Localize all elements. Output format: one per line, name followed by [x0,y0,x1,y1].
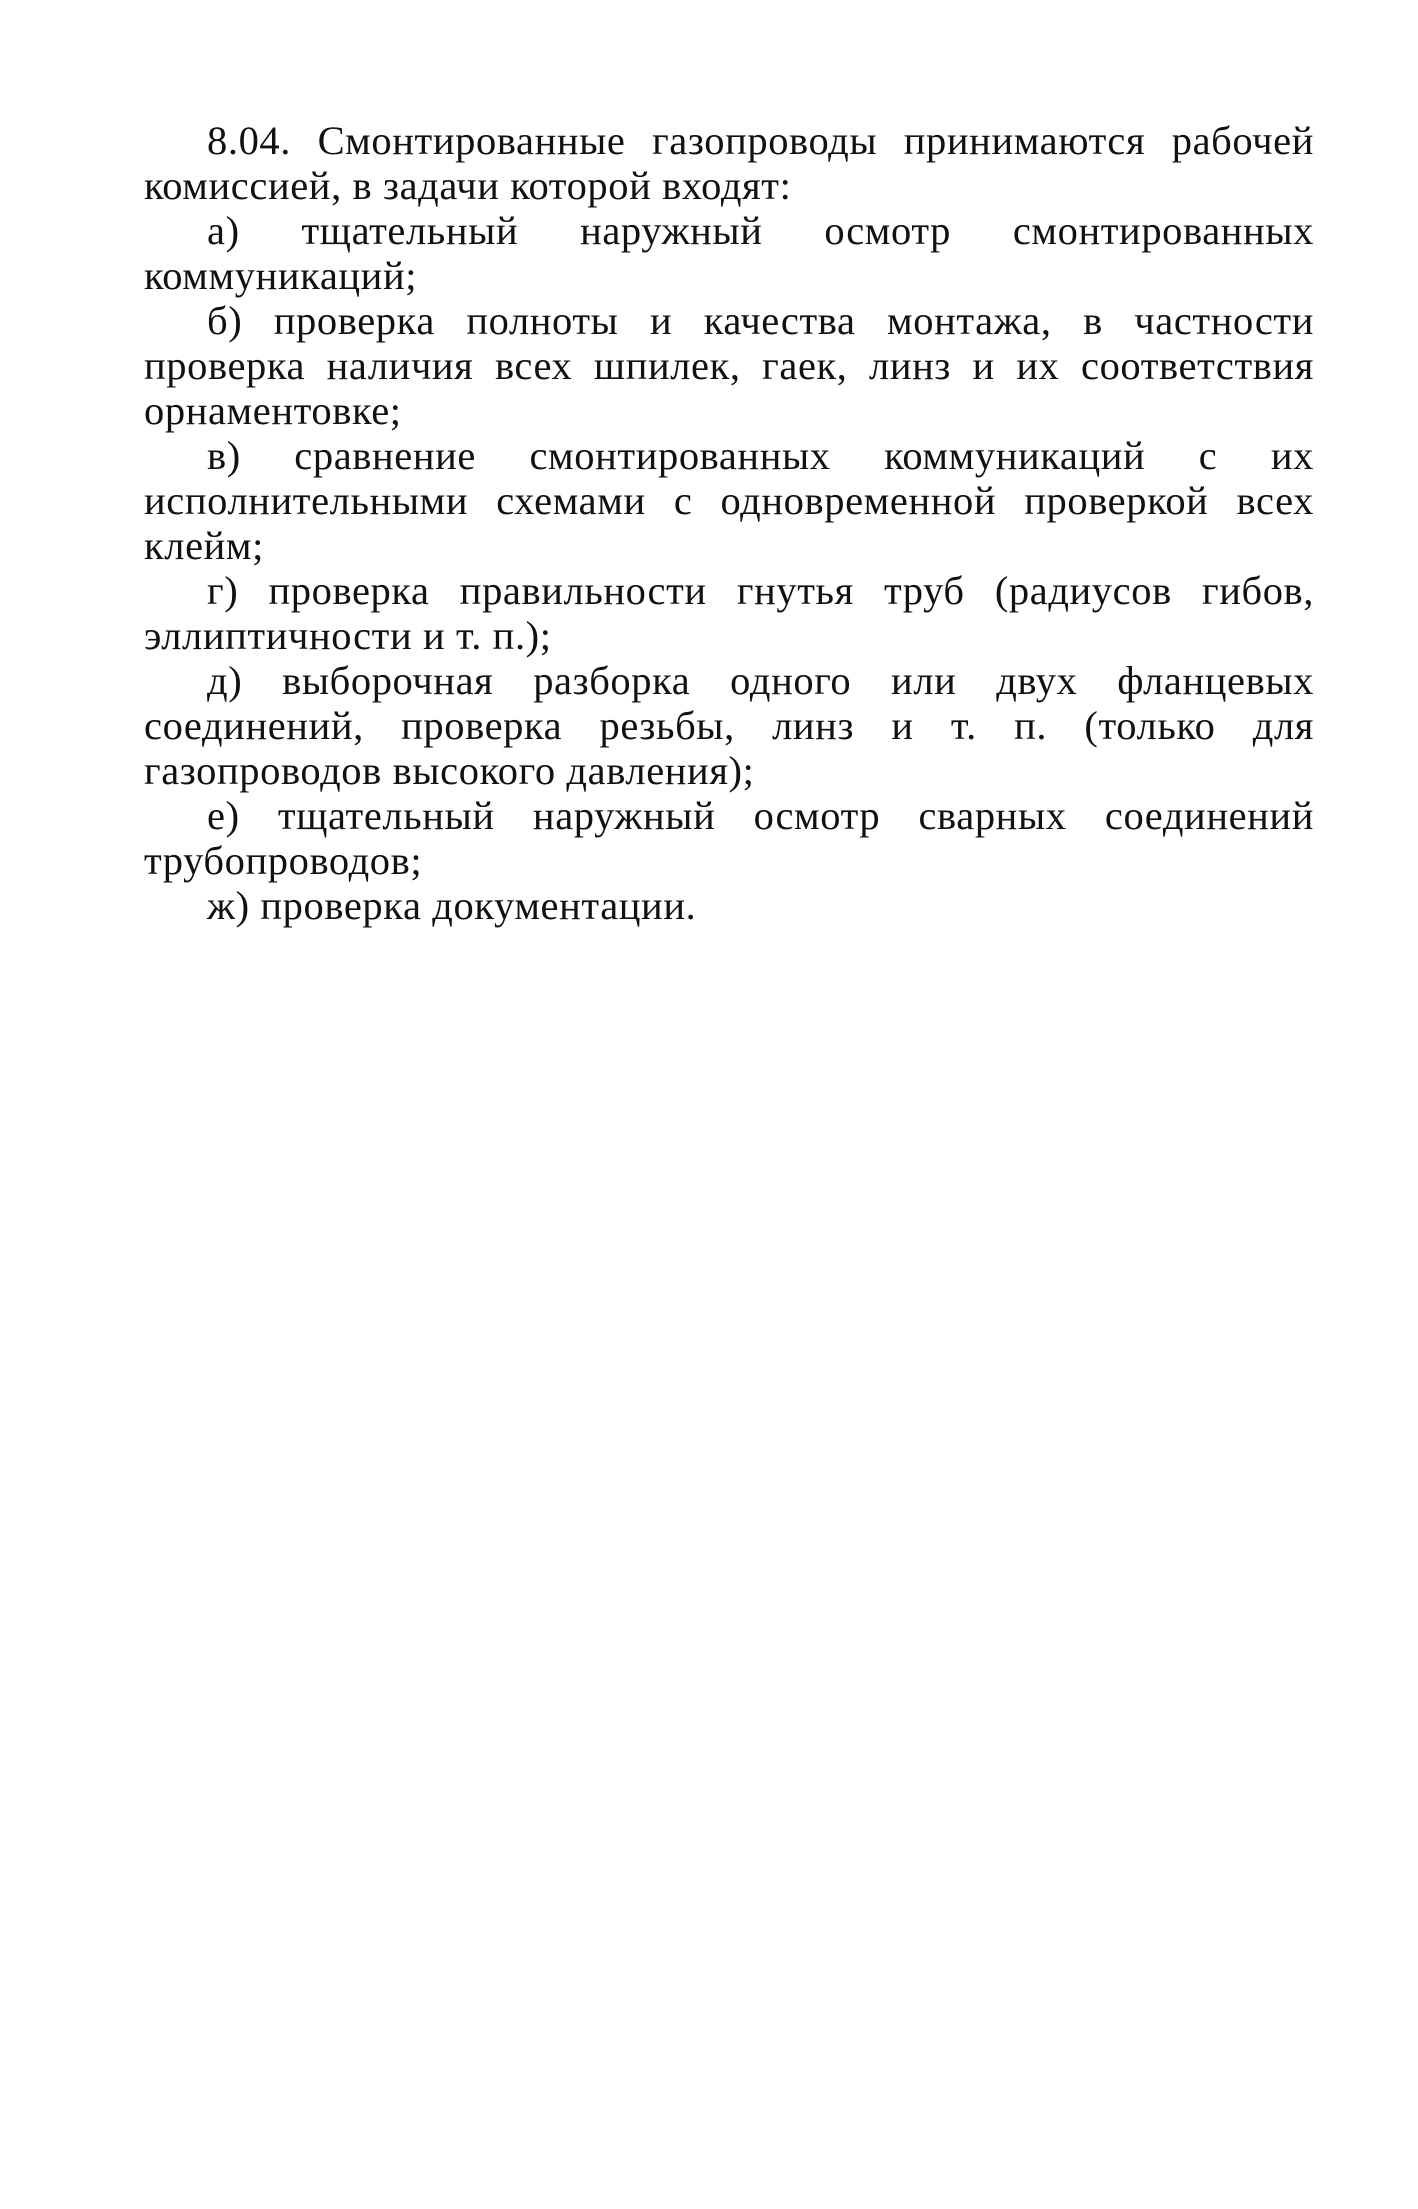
list-item-b: б) проверка полноты и качества монтажа, в частности проверка наличия всех шпилек, гаек, линз и их соответствия орнаментовке; [144,298,1314,433]
list-item-zh: ж) проверка документации. [207,883,697,928]
list-item-a: а) тщательный наружный осмотр смонтированных коммуникаций; [144,208,1314,298]
paragraph-intro: 8.04. Смонтированные газопроводы принимаются рабочей комиссией, в задачи которой входят: [144,118,1314,208]
list-item-e: е) тщательный наружный осмотр сварных соединений трубопроводов; [144,793,1314,883]
document-text-block [144,118,1314,928]
list-item-d: д) выборочная разборка одного или двух фланцевых соединений, проверка резьбы, линз и т. п. (только для газопроводов высокого давления); [144,658,1314,793]
list-item-g: г) проверка правильности гнутья труб (радиусов гибов, эллиптичности и т. п.); [144,568,1314,658]
list-item-v: в) сравнение смонтированных коммуникаций с их исполнительными схемами с одновременной проверкой всех клейм; [144,433,1314,568]
